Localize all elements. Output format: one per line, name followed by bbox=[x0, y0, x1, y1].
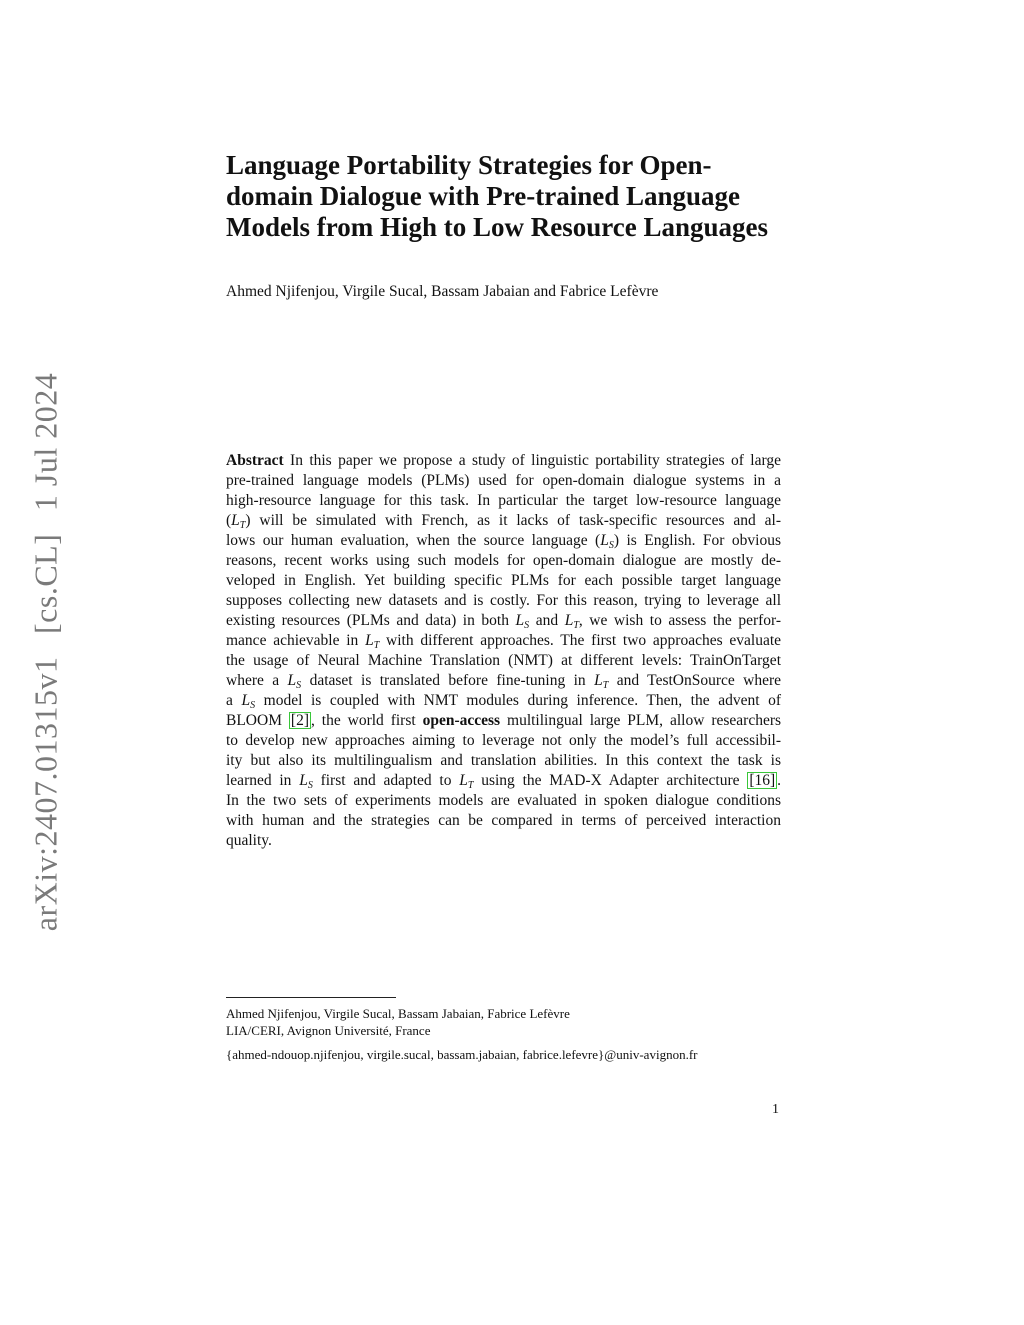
title-line: domain Dialogue with Pre-trained Language bbox=[226, 181, 741, 211]
footnote-emails: {ahmed-ndouop.njifenjou, virgile.sucal, bassam.jabaian, fabrice.lefevre}@univ-avignon.fr bbox=[226, 1047, 698, 1062]
abstract-line: a $L_S$ model is coupled with NMT modules during inference. Then, the advent of bbox=[226, 692, 781, 711]
abstract-line: BLOOM [2] , the world first open-access multilingual large PLM, allow researchers bbox=[226, 712, 782, 729]
abstract-line: learned in $L_S$ first and adapted to $L_T$ using the MAD-X Adapter architecture [16] . bbox=[226, 772, 782, 791]
page-number: 1 bbox=[772, 1102, 779, 1117]
abstract bbox=[226, 451, 781, 851]
abstract-line: ity but also its multilingualism and translation abilities. In this context the task is bbox=[226, 752, 781, 769]
bold-term: open-access bbox=[422, 712, 501, 729]
abstract-line: reasons, recent works using such models for open-domain dialogue are mostly de- bbox=[226, 552, 781, 569]
abstract-line: quality. bbox=[226, 832, 272, 849]
abstract-line: $(L_T)$ will be simulated with French, as it lacks of task-specific resources and al- bbox=[226, 512, 781, 531]
citation-link[interactable]: [16] bbox=[749, 772, 776, 789]
citation-link[interactable]: [2] bbox=[290, 712, 309, 729]
abstract-line: In the two sets of experiments models are evaluated in spoken dialogue conditions bbox=[226, 792, 781, 809]
arxiv-date: 1 Jul 2024 bbox=[27, 372, 64, 512]
abstract-line: supposes collecting new datasets and is costly. For this reason, trying to leverage all bbox=[226, 592, 781, 609]
math-lt: $L_T$ bbox=[594, 672, 609, 691]
title-line: Language Portability Strategies for Open- bbox=[226, 150, 712, 180]
math-ls: $L_S$ bbox=[287, 672, 302, 691]
math-lt: $L_T$ bbox=[365, 632, 380, 651]
abstract-line: high-resource language for this task. In particular the target low-resource language bbox=[226, 492, 781, 509]
abstract-line: where a $L_S$ dataset is translated before fine-tuning in $L_T$ and TestOnSource where bbox=[226, 672, 782, 691]
abstract-line: Abstract In this paper we propose a study of linguistic portability strategies of large bbox=[226, 452, 781, 469]
abstract-line: with human and the strategies can be compared in terms of perceived interaction bbox=[226, 812, 781, 829]
math-lt: $L_T$ bbox=[459, 772, 474, 791]
title-line: Models from High to Low Resource Languages bbox=[226, 212, 768, 242]
footnote-affiliation: LIA/CERI, Avignon Université, France bbox=[226, 1023, 431, 1038]
arxiv-stamp bbox=[28, 373, 65, 931]
footnote-authors: Ahmed Njifenjou, Virgile Sucal, Bassam Jabaian, Fabrice Lefèvre bbox=[226, 1006, 570, 1021]
math-lt: $L_T$ bbox=[564, 612, 579, 631]
abstract-line: pre-trained language models (PLMs) used for open-domain dialogue systems in a bbox=[226, 472, 781, 489]
abstract-line: veloped in English. Yet building specific PLMs for each possible target language bbox=[226, 572, 781, 589]
abstract-line: the usage of Neural Machine Translation (NMT) at different levels: TrainOnTarget bbox=[226, 652, 781, 669]
footnote-rule bbox=[226, 997, 396, 998]
paper-title bbox=[226, 150, 786, 243]
math-ls: $L_S$ bbox=[241, 692, 256, 711]
abstract-line: mance achievable in $L_T$ with different approaches. The first two approaches evaluate bbox=[226, 632, 782, 651]
author-list: Ahmed Njifenjou, Virgile Sucal, Bassam Jabaian and Fabrice Lefèvre bbox=[226, 283, 659, 300]
arxiv-id: arXiv:2407.01315v1 bbox=[27, 656, 64, 932]
abstract-label: Abstract bbox=[226, 452, 284, 469]
abstract-line: lows our human evaluation, when the source language $(L_S)$ is English. For obvious bbox=[226, 532, 781, 551]
math-ls: $L_S$ bbox=[299, 772, 313, 791]
abstract-line: to develop new approaches aiming to leverage not only the model’s full accessibil- bbox=[226, 732, 781, 749]
abstract-line: existing resources (PLMs and data) in both $L_S$ and $L_T$, we wish to assess the perfor- bbox=[226, 612, 782, 631]
arxiv-category: [cs.CL] bbox=[27, 533, 64, 634]
math-lt: $L_T$ bbox=[231, 512, 246, 531]
math-ls: $L_S$ bbox=[600, 532, 614, 551]
math-ls: $L_S$ bbox=[515, 612, 530, 631]
